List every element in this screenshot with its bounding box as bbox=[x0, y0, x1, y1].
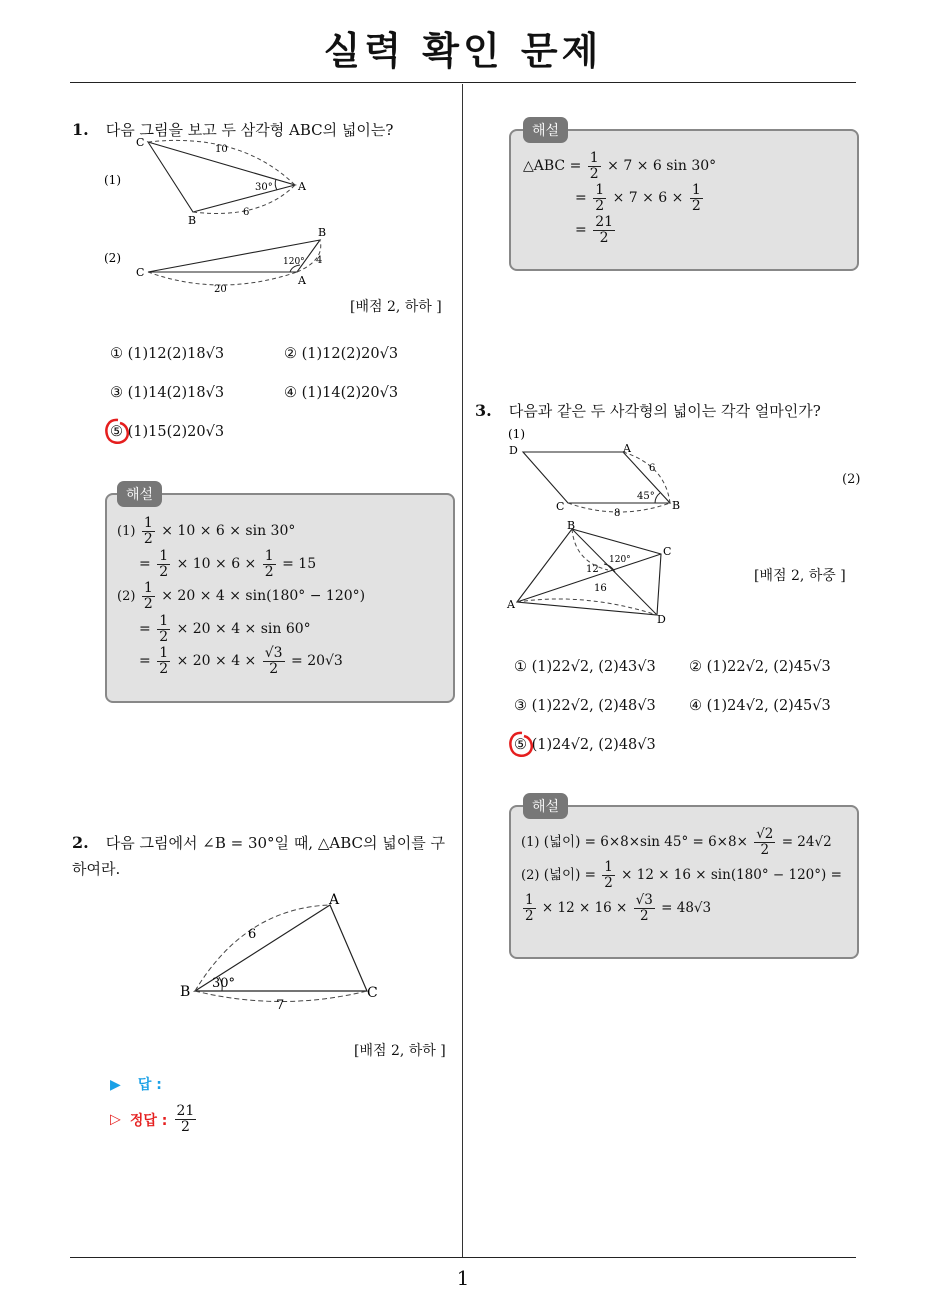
side-label: 4 bbox=[316, 255, 323, 266]
question-text: 다음 그림을 보고 두 삼각형 ABC의 넓이는? bbox=[105, 121, 394, 139]
choice-mark: ① bbox=[110, 346, 123, 362]
vertex-label: B bbox=[318, 226, 327, 239]
fraction: $\frac{21}{2}$ bbox=[176, 1103, 195, 1135]
sol-text: × 10 × 6 × sin 30° bbox=[161, 523, 296, 539]
choice-text: (1)24√2, (2)48√3 bbox=[531, 737, 656, 753]
vertex-label: D bbox=[657, 613, 666, 626]
choice-text: (1)15(2)20√3 bbox=[127, 424, 225, 440]
sol-text: △ABC = bbox=[523, 158, 582, 174]
sol-text: × 12 × 16 × bbox=[541, 900, 628, 916]
sol-eq: = bbox=[139, 556, 151, 572]
footer-rule bbox=[70, 1257, 856, 1258]
choice-text: (1)22√2, (2)48√3 bbox=[531, 698, 656, 714]
page-number: 1 bbox=[456, 1266, 470, 1290]
vertex-label: A bbox=[298, 180, 306, 193]
column-divider bbox=[462, 84, 463, 1258]
side-label: 20 bbox=[214, 284, 227, 295]
vertex-label: C bbox=[556, 500, 565, 513]
score-label: [배점 2, 하중 ] bbox=[754, 568, 846, 584]
score-label: [배점 2, 하하 ] bbox=[350, 299, 442, 315]
sol-text: = 48√3 bbox=[661, 900, 712, 916]
sol-text: (넓이) = bbox=[543, 867, 596, 883]
choice-mark: ④ bbox=[689, 698, 702, 714]
angle-arc bbox=[655, 493, 660, 503]
sol-eq: = bbox=[139, 653, 151, 669]
question-number: 3. bbox=[475, 401, 492, 420]
choice-mark: ① bbox=[514, 659, 527, 675]
answer-circle-mark bbox=[102, 416, 132, 448]
side-label: 8 bbox=[614, 508, 621, 519]
solution-tab: 해설 bbox=[523, 793, 568, 819]
solution-content bbox=[117, 515, 365, 677]
choice-2[interactable] bbox=[284, 346, 398, 362]
fig-label: (2) bbox=[104, 251, 121, 265]
fraction: $\frac{√3}{2}$ bbox=[635, 892, 653, 924]
fraction: $\frac{21}{2}$ bbox=[595, 213, 614, 246]
answer-label: 답 : bbox=[137, 1077, 162, 1093]
choice-1[interactable] bbox=[110, 346, 224, 362]
angle-arc bbox=[275, 179, 277, 190]
angle-label: 30° bbox=[212, 976, 236, 991]
choice-mark: ④ bbox=[284, 385, 297, 401]
choice-mark: ③ bbox=[514, 698, 527, 714]
solution-tab: 해설 bbox=[523, 117, 568, 143]
sol-text: × 12 × 16 × sin(180° − 120°) = bbox=[621, 867, 842, 883]
solution-content bbox=[521, 826, 853, 924]
sol-text: (넓이) = 6×8×sin 45° = 6×8× bbox=[543, 834, 748, 850]
choice-mark: ③ bbox=[110, 385, 123, 401]
fraction: $\frac{1}{2}$ bbox=[143, 579, 153, 612]
page-title: 실력 확인 문제 bbox=[323, 29, 603, 73]
fraction: $\frac{1}{2}$ bbox=[159, 612, 169, 645]
sol-text: × 7 × 6 sin 30° bbox=[607, 158, 717, 174]
vertex-label: B bbox=[188, 214, 197, 227]
q1-figure-2 bbox=[100, 226, 340, 298]
fraction: $\frac{1}{2}$ bbox=[159, 644, 169, 677]
choice-text: (1)22√2, (2)45√3 bbox=[706, 659, 831, 675]
angle-label: 30° bbox=[255, 182, 273, 193]
choice-4[interactable] bbox=[284, 385, 398, 401]
question-3 bbox=[475, 398, 821, 424]
angle-label: 120° bbox=[283, 257, 305, 267]
answer-line bbox=[110, 1074, 162, 1094]
vertex-label: C bbox=[136, 266, 145, 279]
question-text: 다음 그림에서 ∠B = 30°일 때, △ABC의 넓이를 구하여라. bbox=[72, 834, 445, 878]
question-number: 2. bbox=[72, 833, 89, 852]
side-label: 7 bbox=[276, 998, 285, 1013]
choice-mark: ⑤ bbox=[110, 424, 123, 440]
fraction: $\frac{1}{2}$ bbox=[525, 892, 534, 924]
vertex-label: A bbox=[329, 892, 340, 908]
choice-text: (1)24√2, (2)45√3 bbox=[706, 698, 831, 714]
sol-text: × 20 × 4 × bbox=[176, 653, 257, 669]
sol-label: (1) bbox=[117, 524, 136, 539]
side-label: 6 bbox=[649, 463, 656, 474]
solution-tab: 해설 bbox=[117, 481, 162, 507]
side-label: 6 bbox=[243, 207, 250, 218]
q3-figure-2 bbox=[505, 517, 685, 629]
q3-figure-1 bbox=[505, 425, 690, 520]
correct-label: 정답 : bbox=[129, 1112, 168, 1129]
solution-content bbox=[523, 150, 716, 246]
choice-mark: ⑤ bbox=[514, 737, 527, 753]
angle-label: 45° bbox=[637, 491, 655, 502]
side-label: 10 bbox=[215, 144, 228, 155]
sol-text: = 24√2 bbox=[781, 834, 832, 850]
vertex-label: A bbox=[623, 442, 631, 455]
vertex-label: D bbox=[509, 444, 518, 457]
fraction: $\frac{√3}{2}$ bbox=[264, 644, 283, 677]
fraction: $\frac{1}{2}$ bbox=[143, 514, 153, 547]
vertex-label: B bbox=[567, 519, 576, 532]
fraction: $\frac{1}{2}$ bbox=[595, 181, 605, 214]
vertex-label: C bbox=[663, 545, 672, 558]
q1-figure-1 bbox=[100, 132, 330, 230]
correct-answer-line bbox=[110, 1104, 198, 1135]
play-icon: ▶ bbox=[110, 1077, 121, 1093]
choice-mark: ② bbox=[689, 659, 702, 675]
choice-text: (1)22√2, (2)43√3 bbox=[531, 659, 656, 675]
vertex-label: A bbox=[298, 274, 306, 287]
score-label: [배점 2, 하하 ] bbox=[354, 1043, 446, 1059]
question-2 bbox=[72, 830, 457, 882]
sol-text: = 15 bbox=[282, 556, 317, 572]
choice-text: (1)14(2)20√3 bbox=[301, 385, 399, 401]
sol-eq: = bbox=[575, 190, 587, 206]
question-number: 1. bbox=[72, 120, 89, 139]
vertex-label: C bbox=[136, 136, 145, 149]
q2-figure bbox=[175, 888, 390, 1016]
sol-label: (1) bbox=[521, 835, 540, 850]
choice-3[interactable] bbox=[514, 698, 656, 714]
fraction: $\frac{1}{2}$ bbox=[589, 149, 599, 182]
angle-label: 120° bbox=[609, 555, 631, 565]
fig-label: (1) bbox=[104, 173, 121, 187]
fig-label: (1) bbox=[508, 427, 525, 441]
sol-text: × 7 × 6 × bbox=[612, 190, 684, 206]
fraction: $\frac{1}{2}$ bbox=[604, 859, 613, 891]
fraction: $\frac{1}{2}$ bbox=[691, 181, 701, 214]
choice-text: (1)12(2)18√3 bbox=[127, 346, 225, 362]
choice-4[interactable] bbox=[689, 698, 831, 714]
header-rule bbox=[70, 82, 856, 83]
side-label: 12 bbox=[586, 564, 599, 575]
fraction: $\frac{1}{2}$ bbox=[264, 547, 274, 580]
answer-circle-mark bbox=[506, 729, 536, 761]
sol-label: (2) bbox=[521, 868, 540, 883]
sol-text: × 20 × 4 × sin 60° bbox=[176, 621, 311, 637]
vertex-label: B bbox=[180, 984, 191, 1000]
choice-text: (1)12(2)20√3 bbox=[301, 346, 399, 362]
side-label: 6 bbox=[248, 927, 257, 942]
sol-label: (2) bbox=[117, 589, 136, 604]
vertex-label: A bbox=[507, 598, 515, 611]
fraction: $\frac{1}{2}$ bbox=[159, 547, 169, 580]
question-text: 다음과 같은 두 사각형의 넓이는 각각 얼마인가? bbox=[508, 402, 821, 420]
fig-label: (2) bbox=[842, 472, 861, 487]
sol-text: × 10 × 6 × bbox=[176, 556, 257, 572]
vertex-label: B bbox=[672, 499, 681, 512]
choice-1[interactable] bbox=[514, 659, 656, 675]
choice-3[interactable] bbox=[110, 385, 224, 401]
choice-text: (1)14(2)18√3 bbox=[127, 385, 225, 401]
sol-eq: = bbox=[575, 222, 587, 238]
play-outline-icon: ▷ bbox=[110, 1111, 121, 1128]
sol-text: = 20√3 bbox=[291, 653, 343, 669]
choice-2[interactable] bbox=[689, 659, 831, 675]
side-label: 16 bbox=[594, 583, 607, 594]
sol-text: × 20 × 4 × sin(180° − 120°) bbox=[161, 588, 366, 604]
fraction: $\frac{√2}{2}$ bbox=[756, 826, 774, 858]
vertex-label: C bbox=[367, 985, 378, 1001]
choice-mark: ② bbox=[284, 346, 297, 362]
sol-eq: = bbox=[139, 621, 151, 637]
